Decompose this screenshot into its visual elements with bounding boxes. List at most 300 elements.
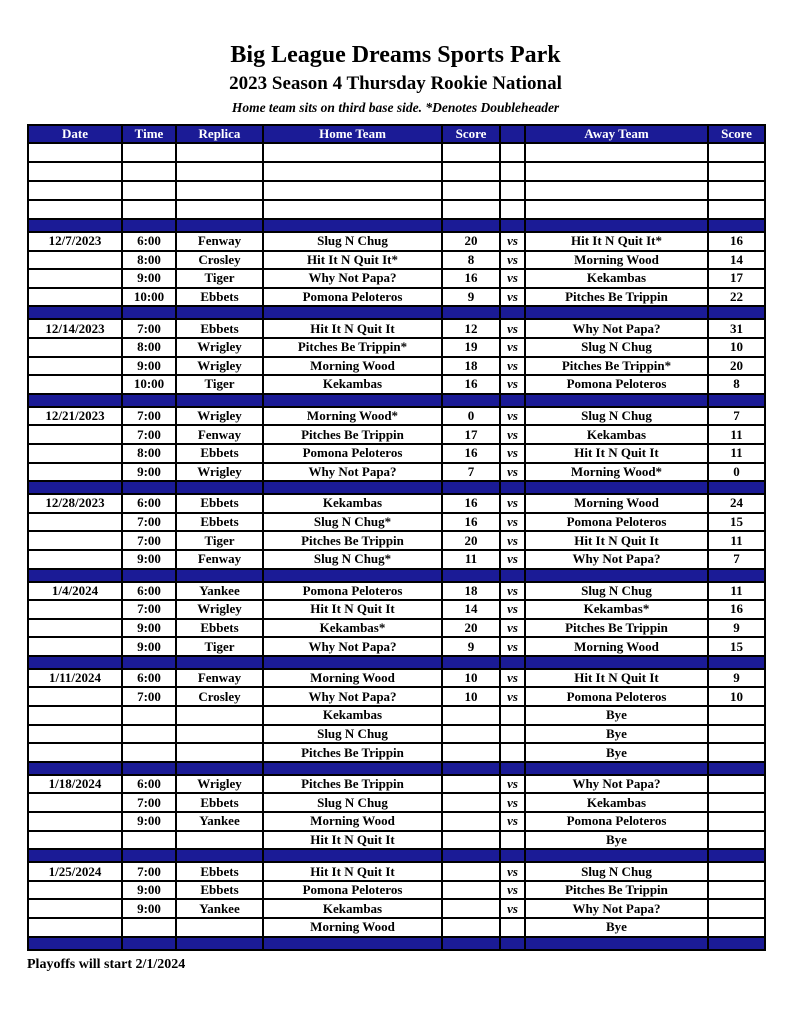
empty-row [28,162,765,181]
home-team-cell: Pomona Peloteros [263,881,442,900]
away-team-cell: Morning Wood [525,494,708,513]
vs-label: vs [500,881,525,900]
spacer-cell [176,762,263,775]
away-score-cell: 10 [708,687,765,706]
replica-cell: Ebbets [176,494,263,513]
column-header: Time [122,125,176,143]
home-team-cell: Morning Wood [263,812,442,831]
home-team-cell: Slug N Chug [263,725,442,744]
home-score-cell: 16 [442,269,500,288]
spacer-cell [525,481,708,494]
home-team-cell: Pitches Be Trippin [263,425,442,444]
time-cell [122,743,176,762]
replica-cell: Yankee [176,812,263,831]
replica-cell [176,725,263,744]
vs-label [500,725,525,744]
away-team-cell: Pitches Be Trippin [525,881,708,900]
empty-cell [263,200,442,219]
home-score-cell: 10 [442,669,500,688]
game-row [28,232,765,251]
away-team-cell: Why Not Papa? [525,899,708,918]
empty-cell [28,162,122,181]
home-team-cell: Why Not Papa? [263,637,442,656]
away-score-cell [708,918,765,937]
vs-label [500,918,525,937]
date-cell [28,793,122,812]
away-team-cell: Morning Wood [525,251,708,270]
empty-cell [176,181,263,200]
away-score-cell [708,899,765,918]
spacer-cell [708,849,765,862]
home-team-cell: Morning Wood [263,669,442,688]
date-cell [28,463,122,482]
home-team-cell: Hit It N Quit It [263,600,442,619]
spacer-cell [500,849,525,862]
game-row [28,463,765,482]
away-score-cell [708,706,765,725]
home-score-cell: 10 [442,687,500,706]
page-subtitle: 2023 Season 4 Thursday Rookie National [229,73,562,94]
page-title: Big League Dreams Sports Park [230,42,561,68]
time-cell: 10:00 [122,288,176,307]
empty-cell [708,143,765,162]
empty-cell [176,162,263,181]
vs-label: vs [500,669,525,688]
section-spacer-row [28,937,765,950]
time-cell: 6:00 [122,775,176,794]
time-cell: 6:00 [122,669,176,688]
away-team-cell: Why Not Papa? [525,550,708,569]
home-team-cell: Kekambas [263,706,442,725]
empty-cell [122,143,176,162]
game-row [28,582,765,601]
replica-cell: Wrigley [176,357,263,376]
spacer-cell [122,219,176,232]
home-score-cell: 18 [442,357,500,376]
replica-cell: Ebbets [176,513,263,532]
replica-cell: Tiger [176,637,263,656]
empty-cell [500,200,525,219]
away-team-cell: Kekambas [525,425,708,444]
empty-cell [525,162,708,181]
spacer-cell [176,569,263,582]
date-cell [28,338,122,357]
spacer-cell [500,219,525,232]
time-cell: 7:00 [122,425,176,444]
playoffs-note: Playoffs will start 2/1/2024 [27,956,186,972]
time-cell: 7:00 [122,793,176,812]
home-score-cell: 9 [442,637,500,656]
time-cell: 9:00 [122,463,176,482]
away-score-cell: 14 [708,251,765,270]
empty-cell [708,181,765,200]
date-cell [28,812,122,831]
date-cell [28,619,122,638]
home-score-cell [442,918,500,937]
empty-cell [442,181,500,200]
away-score-cell [708,831,765,850]
home-team-cell: Why Not Papa? [263,687,442,706]
time-cell: 6:00 [122,582,176,601]
date-cell: 1/4/2024 [28,582,122,601]
section-spacer-row [28,849,765,862]
home-score-cell: 16 [442,494,500,513]
game-row [28,619,765,638]
replica-cell: Tiger [176,269,263,288]
spacer-cell [708,569,765,582]
date-cell [28,251,122,270]
bye-row [28,831,765,850]
game-row [28,600,765,619]
home-score-cell: 16 [442,444,500,463]
spacer-cell [176,394,263,407]
spacer-cell [122,656,176,669]
column-header: Replica [176,125,263,143]
vs-label: vs [500,775,525,794]
spacer-cell [500,937,525,950]
date-cell: 12/28/2023 [28,494,122,513]
away-team-cell: Pomona Peloteros [525,375,708,394]
away-team-cell: Kekambas* [525,600,708,619]
home-team-cell: Kekambas* [263,619,442,638]
vs-label: vs [500,357,525,376]
away-team-cell: Hit It N Quit It [525,444,708,463]
empty-cell [708,162,765,181]
spacer-cell [708,306,765,319]
home-team-cell: Morning Wood [263,357,442,376]
game-row [28,899,765,918]
vs-label [500,743,525,762]
away-score-cell: 16 [708,600,765,619]
replica-cell: Fenway [176,550,263,569]
home-score-cell [442,899,500,918]
away-score-cell: 16 [708,232,765,251]
game-row [28,425,765,444]
date-cell [28,687,122,706]
time-cell [122,706,176,725]
bye-row [28,918,765,937]
vs-label: vs [500,600,525,619]
spacer-cell [28,937,122,950]
spacer-cell [708,394,765,407]
replica-cell: Crosley [176,687,263,706]
date-cell [28,918,122,937]
spacer-cell [442,762,500,775]
date-cell: 1/25/2024 [28,862,122,881]
empty-cell [525,143,708,162]
vs-label: vs [500,288,525,307]
time-cell: 7:00 [122,862,176,881]
empty-cell [708,200,765,219]
home-score-cell: 17 [442,425,500,444]
home-score-cell [442,706,500,725]
empty-row [28,181,765,200]
time-cell: 8:00 [122,338,176,357]
date-cell [28,881,122,900]
game-row [28,251,765,270]
empty-cell [122,200,176,219]
replica-cell [176,743,263,762]
spacer-cell [122,849,176,862]
spacer-cell [263,394,442,407]
away-team-cell: Why Not Papa? [525,319,708,338]
section-spacer-row [28,219,765,232]
vs-label [500,831,525,850]
game-row [28,513,765,532]
spacer-cell [500,656,525,669]
empty-cell [263,181,442,200]
away-score-cell: 0 [708,463,765,482]
away-team-cell: Hit It N Quit It [525,531,708,550]
vs-label: vs [500,619,525,638]
spacer-cell [263,762,442,775]
vs-label: vs [500,637,525,656]
column-header: Score [442,125,500,143]
section-spacer-row [28,656,765,669]
away-team-cell: Pomona Peloteros [525,687,708,706]
game-row [28,669,765,688]
replica-cell [176,831,263,850]
date-cell [28,375,122,394]
away-score-cell [708,793,765,812]
spacer-cell [525,219,708,232]
vs-label: vs [500,444,525,463]
date-cell [28,600,122,619]
spacer-cell [176,306,263,319]
replica-cell: Ebbets [176,862,263,881]
spacer-cell [28,656,122,669]
column-header [500,125,525,143]
spacer-cell [442,569,500,582]
away-team-cell: Slug N Chug [525,407,708,426]
home-team-cell: Slug N Chug* [263,513,442,532]
spacer-cell [28,762,122,775]
away-score-cell: 11 [708,582,765,601]
spacer-cell [525,569,708,582]
replica-cell: Wrigley [176,407,263,426]
date-cell [28,357,122,376]
vs-label: vs [500,550,525,569]
home-team-cell: Pitches Be Trippin* [263,338,442,357]
spacer-cell [500,394,525,407]
column-header: Score [708,125,765,143]
empty-cell [500,181,525,200]
replica-cell: Crosley [176,251,263,270]
replica-cell: Fenway [176,425,263,444]
vs-label: vs [500,375,525,394]
home-team-cell: Pitches Be Trippin [263,531,442,550]
spacer-cell [28,219,122,232]
home-score-cell [442,862,500,881]
game-row [28,775,765,794]
empty-row [28,143,765,162]
empty-cell [28,200,122,219]
replica-cell: Wrigley [176,463,263,482]
vs-label: vs [500,513,525,532]
section-spacer-row [28,481,765,494]
replica-cell: Tiger [176,531,263,550]
time-cell: 7:00 [122,319,176,338]
replica-cell [176,918,263,937]
vs-label: vs [500,463,525,482]
game-row [28,407,765,426]
spacer-cell [28,306,122,319]
date-cell [28,288,122,307]
home-team-cell: Kekambas [263,494,442,513]
column-header: Away Team [525,125,708,143]
replica-cell: Fenway [176,232,263,251]
away-team-cell: Why Not Papa? [525,775,708,794]
spacer-cell [500,306,525,319]
spacer-cell [442,219,500,232]
game-row [28,319,765,338]
away-score-cell: 7 [708,550,765,569]
game-row [28,269,765,288]
away-team-cell: Bye [525,743,708,762]
spacer-cell [263,306,442,319]
away-score-cell [708,881,765,900]
home-team-cell: Morning Wood [263,918,442,937]
replica-cell: Ebbets [176,793,263,812]
spacer-cell [708,219,765,232]
spacer-cell [708,481,765,494]
time-cell: 9:00 [122,899,176,918]
section-spacer-row [28,762,765,775]
away-score-cell [708,775,765,794]
time-cell: 9:00 [122,357,176,376]
header-row [28,125,765,143]
away-team-cell: Pomona Peloteros [525,812,708,831]
game-row [28,357,765,376]
replica-cell: Fenway [176,669,263,688]
empty-cell [263,143,442,162]
away-score-cell: 11 [708,531,765,550]
empty-cell [176,200,263,219]
game-row [28,812,765,831]
home-score-cell [442,743,500,762]
replica-cell: Yankee [176,582,263,601]
home-score-cell: 12 [442,319,500,338]
vs-label: vs [500,269,525,288]
home-score-cell: 8 [442,251,500,270]
spacer-cell [263,219,442,232]
home-team-cell: Hit It N Quit It [263,862,442,881]
date-cell: 12/7/2023 [28,232,122,251]
spacer-cell [176,656,263,669]
time-cell: 6:00 [122,494,176,513]
empty-cell [500,143,525,162]
vs-label [500,706,525,725]
home-score-cell [442,775,500,794]
vs-label: vs [500,531,525,550]
home-team-cell: Kekambas [263,375,442,394]
empty-cell [28,143,122,162]
spacer-cell [442,394,500,407]
home-score-cell [442,812,500,831]
empty-cell [263,162,442,181]
home-score-cell: 16 [442,513,500,532]
game-row [28,494,765,513]
empty-cell [442,200,500,219]
spacer-cell [442,481,500,494]
game-row [28,687,765,706]
home-score-cell: 7 [442,463,500,482]
away-score-cell: 22 [708,288,765,307]
replica-cell [176,706,263,725]
home-team-cell: Kekambas [263,899,442,918]
home-team-cell: Hit It N Quit It [263,831,442,850]
home-score-cell: 14 [442,600,500,619]
empty-cell [525,200,708,219]
home-score-cell: 18 [442,582,500,601]
time-cell: 9:00 [122,881,176,900]
section-spacer-row [28,394,765,407]
away-team-cell: Slug N Chug [525,582,708,601]
away-team-cell: Pitches Be Trippin [525,619,708,638]
home-team-cell: Why Not Papa? [263,269,442,288]
away-team-cell: Slug N Chug [525,338,708,357]
spacer-cell [442,656,500,669]
away-score-cell: 15 [708,637,765,656]
vs-label: vs [500,793,525,812]
away-team-cell: Pitches Be Trippin [525,288,708,307]
home-score-cell: 11 [442,550,500,569]
spacer-cell [442,937,500,950]
spacer-cell [263,849,442,862]
spacer-cell [176,219,263,232]
replica-cell: Ebbets [176,619,263,638]
time-cell [122,725,176,744]
replica-cell: Wrigley [176,338,263,357]
date-cell: 12/21/2023 [28,407,122,426]
game-row [28,637,765,656]
time-cell: 7:00 [122,687,176,706]
empty-cell [500,162,525,181]
legend-note: Home team sits on third base side. *Denotes Doubleheader [231,100,560,115]
spacer-cell [28,481,122,494]
date-cell [28,899,122,918]
vs-label: vs [500,582,525,601]
away-score-cell [708,862,765,881]
vs-label: vs [500,407,525,426]
vs-label: vs [500,862,525,881]
replica-cell: Ebbets [176,881,263,900]
spacer-cell [176,937,263,950]
spacer-cell [708,937,765,950]
home-team-cell: Pomona Peloteros [263,288,442,307]
home-team-cell: Pitches Be Trippin [263,743,442,762]
vs-label: vs [500,494,525,513]
vs-label: vs [500,338,525,357]
empty-cell [122,181,176,200]
time-cell [122,918,176,937]
away-score-cell: 9 [708,669,765,688]
spacer-cell [176,481,263,494]
spacer-cell [263,937,442,950]
spacer-cell [708,656,765,669]
home-team-cell: Hit It N Quit It [263,319,442,338]
spacer-cell [525,937,708,950]
spacer-cell [28,849,122,862]
bye-row [28,725,765,744]
replica-cell: Wrigley [176,600,263,619]
home-team-cell: Pitches Be Trippin [263,775,442,794]
time-cell: 8:00 [122,251,176,270]
spacer-cell [525,306,708,319]
bye-row [28,706,765,725]
home-team-cell: Slug N Chug* [263,550,442,569]
away-score-cell: 17 [708,269,765,288]
